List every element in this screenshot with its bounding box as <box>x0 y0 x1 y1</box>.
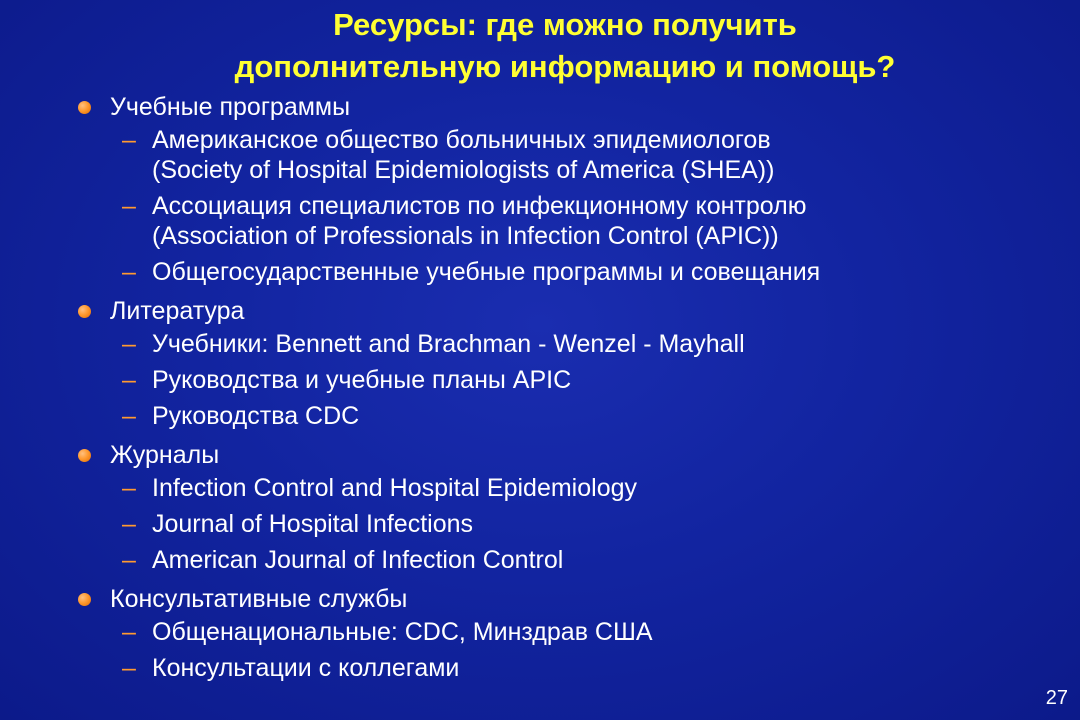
list-item-text: Infection Control and Hospital Epidemiology <box>152 474 637 502</box>
bullet-icon <box>78 449 91 462</box>
list-item-text: Руководства CDC <box>152 402 360 430</box>
list-item <box>70 401 1030 431</box>
list-item <box>70 545 1030 575</box>
list-item <box>70 617 1030 647</box>
bullet-icon <box>78 101 91 114</box>
list-item <box>70 653 1030 683</box>
dash-icon: – <box>122 330 136 358</box>
list-item-text: Journal of Hospital Infections <box>152 510 474 538</box>
title-line-1: Ресурсы: где можно получить <box>333 7 797 42</box>
dash-icon: – <box>122 366 136 394</box>
list-item-text: Общегосударственные учебные программы и совещания <box>152 258 821 286</box>
page-number: 27 <box>1045 687 1068 709</box>
list-item <box>70 257 1030 287</box>
dash-icon: – <box>122 654 136 682</box>
slide-title <box>0 4 1080 88</box>
bullet-icon <box>78 593 91 606</box>
bullet-list <box>70 89 1030 689</box>
section-heading-training <box>70 89 1030 125</box>
list-item <box>70 473 1030 503</box>
list-item <box>70 329 1030 359</box>
title-line-2: дополнительную информацию и помощь? <box>234 49 896 84</box>
list-item <box>70 509 1030 539</box>
dash-icon: – <box>122 618 136 646</box>
list-item <box>70 125 1030 185</box>
list-item-text: Ассоциация специалистов по инфекционному контролю <box>152 192 807 220</box>
list-item-text: American Journal of Infection Control <box>152 546 564 574</box>
section-heading-label: Журналы <box>110 441 220 469</box>
dash-icon: – <box>122 192 136 220</box>
list-item-text: Учебники: Bennett and Brachman - Wenzel - Mayhall <box>152 330 745 358</box>
list-item <box>70 365 1030 395</box>
dash-icon: – <box>122 126 136 154</box>
dash-icon: – <box>122 402 136 430</box>
bullet-icon <box>78 305 91 318</box>
list-item <box>70 191 1030 251</box>
section-heading-label: Учебные программы <box>110 93 351 121</box>
list-item-text: Руководства и учебные планы APIC <box>152 366 572 394</box>
dash-icon: – <box>122 546 136 574</box>
section-heading-consulting <box>70 581 1030 617</box>
list-item-text: (Association of Professionals in Infection Control (APIC)) <box>152 222 779 250</box>
section-heading-label: Литература <box>110 297 245 325</box>
section-heading-journals <box>70 437 1030 473</box>
dash-icon: – <box>122 258 136 286</box>
list-item-text: Американское общество больничных эпидемиологов <box>152 126 771 154</box>
dash-icon: – <box>122 510 136 538</box>
dash-icon: – <box>122 474 136 502</box>
section-heading-label: Консультативные службы <box>110 585 408 613</box>
list-item-text: Консультации с коллегами <box>152 654 460 682</box>
list-item-text: Общенациональные: CDC, Минздрав США <box>152 618 653 646</box>
list-item-text: (Society of Hospital Epidemiologists of America (SHEA)) <box>152 156 775 184</box>
section-heading-literature <box>70 293 1030 329</box>
